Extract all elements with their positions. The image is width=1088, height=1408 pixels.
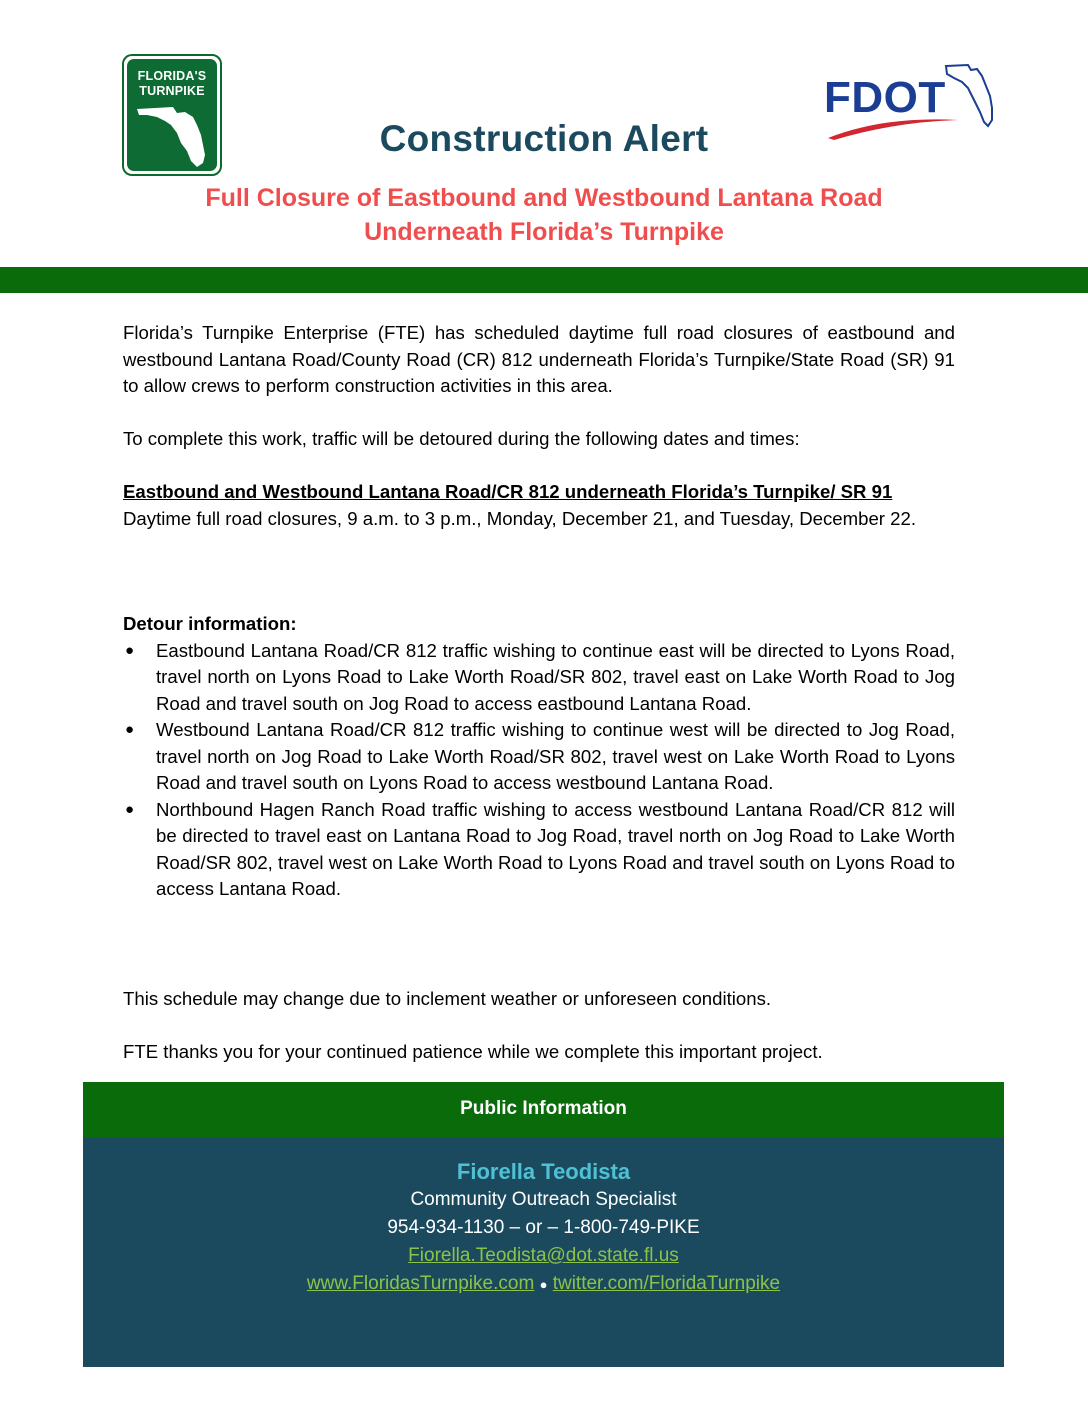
thanks-note: FTE thanks you for your continued patience while we complete this important project. [123,1041,823,1062]
twitter-link[interactable]: twitter.com/FloridaTurnpike [552,1273,781,1294]
detour-item-text: Westbound Lantana Road/CR 812 traffic wishing to continue west will be directed to Jog Road, travel north on Jog Road to Lake Worth Road/SR 802, travel west on Lake Worth Road to Lyons Road and travel south on Lyons Road to access westbound Lantana Road. [156,719,955,793]
contact-name: Fiorella Teodista [456,1159,631,1184]
page-title: Construction Alert [379,118,709,159]
bullet-icon: ● [125,800,135,818]
location-heading: Eastbound and Westbound Lantana Road/CR 812 underneath Florida’s Turnpike/ SR 91 [123,481,893,502]
detour-item-text: Northbound Hagen Ranch Road traffic wishing to access westbound Lantana Road/CR 812 will be directed to travel east on Lantana Road to Jog Road, travel north on Jog Road to Lake Worth Road/SR 802, travel west on Lake Worth Road to Lyons Road and travel south on Lyons Road to access Lantana Road. [156,798,955,899]
contact-phones: 954-934-1130 – or – 1-800-749-PIKE [387,1217,700,1238]
detour-item [123,717,955,797]
public-info-header: Public Information [83,1082,1004,1138]
bullet-icon: ● [125,641,135,659]
closure-section [123,479,955,532]
detour-section [123,611,955,903]
contact-role: Community Outreach Specialist [410,1189,677,1210]
intro-paragraph: Florida’s Turnpike Enterprise (FTE) has scheduled daytime full road closures of eastbound and westbound Lantana Road/County Road (CR) 812 underneath Florida’s Turnpike/State Road (SR) 91 to allow crews to perform construction activities in this area. [123,322,955,396]
detour-item [123,797,955,903]
detour-item [123,638,955,718]
detour-intro-paragraph: To complete this work, traffic will be detoured during the following dates and times: [123,428,800,449]
detour-item-text: Eastbound Lantana Road/CR 812 traffic wishing to continue east will be directed to Lyons Road, travel north on Lyons Road to Lake Worth Road/SR 802, travel east on Lake Worth Road to Jog Road and travel south on Jog Road to access eastbound Lantana Road. [156,639,955,714]
weather-note: This schedule may change due to inclement weather or unforeseen conditions. [123,988,772,1009]
subtitle-line-2: Underneath Florida’s Turnpike [364,218,724,246]
separator-dot-icon: ● [539,1277,548,1292]
logo-text-line2: TURNPIKE [139,84,205,98]
header-divider-bar [0,267,1088,293]
detour-heading: Detour information: [123,613,297,634]
detour-list [123,638,955,903]
website-link[interactable]: www.FloridasTurnpike.com [306,1273,535,1294]
public-info-panel [83,1138,1004,1367]
schedule-text: Daytime full road closures, 9 a.m. to 3 p.m., Monday, December 21, and Tuesday, December 22. [123,507,917,529]
contact-email-link[interactable]: Fiorella.Teodista@dot.state.fl.us [408,1245,679,1266]
fdot-wordmark: FDOT [824,73,946,122]
bullet-icon: ● [125,721,135,738]
subtitle-line-1: Full Closure of Eastbound and Westbound Lantana Road [205,184,883,212]
logo-text-line1: FLORIDA'S [137,69,207,83]
